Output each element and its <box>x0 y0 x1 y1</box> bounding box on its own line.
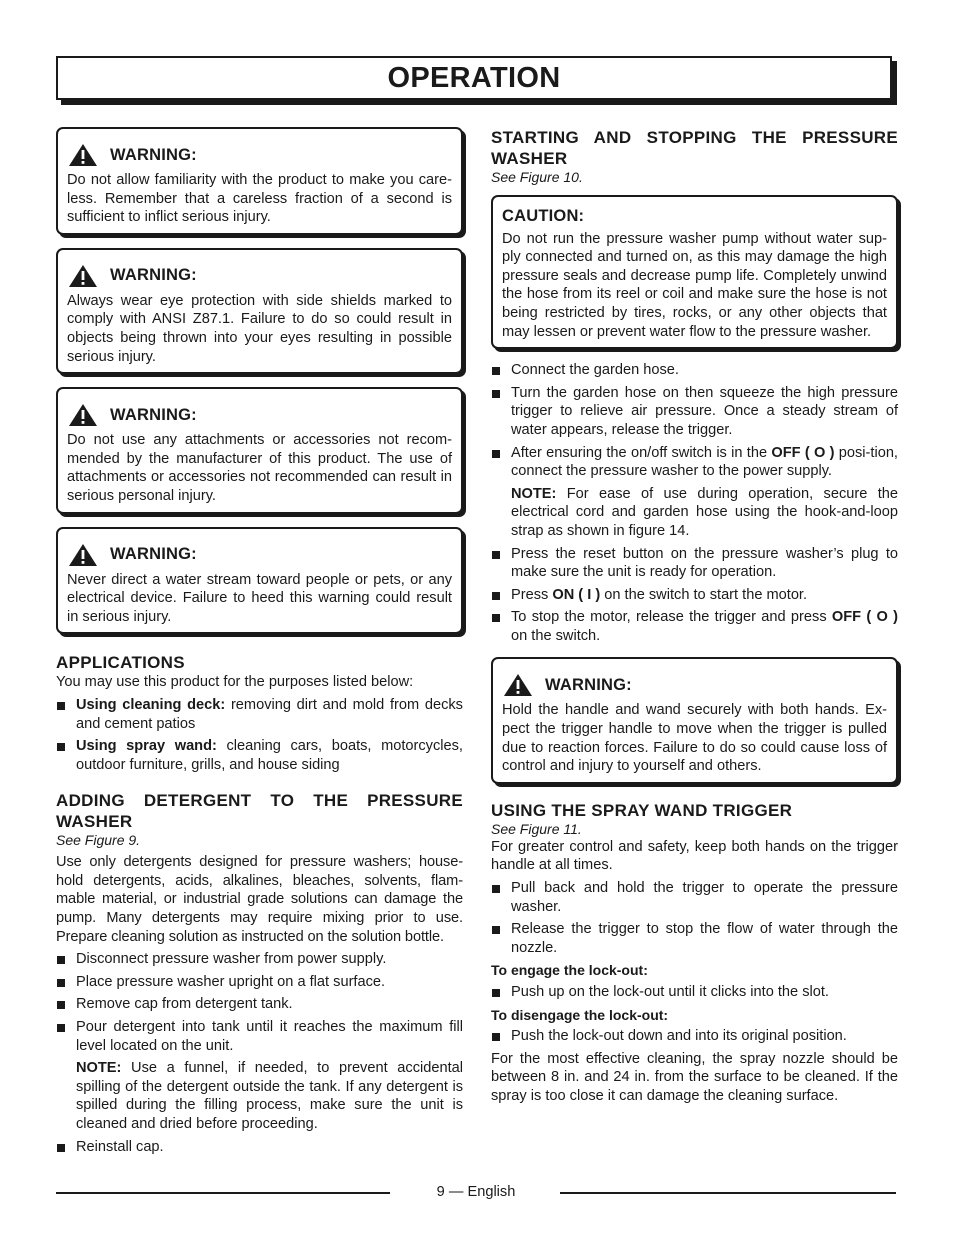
warning-triangle-icon <box>503 673 533 697</box>
list-item: Release the trigger to stop the flow of water through the nozzle. <box>491 920 898 957</box>
warning-text: Do not use any attachments or accessories not recom-mended by the manufacturer of this product. The use of attachments or accessories not recommended can result in serious personal injury. <box>67 432 452 504</box>
warning-box-familiarity <box>56 127 463 235</box>
detergent-note: NOTE: Use a funnel, if needed, to prevent accidental spilling of the detergent outside the tank. If any detergent is spilled during the filling process, make sure the unit is cleaned and dried before proceeding. <box>76 1060 463 1132</box>
detergent-body: Use only detergents designed for pressure washers; house-hold detergents, acids, alkalines, bleaches, solvents, flam-mable material, or industrial grade solutions can damage the pump. Many detergents may require mixing prior to use. Prepare cleaning solution as instructed on the solution bottle. <box>56 854 463 945</box>
caution-text: Do not run the pressure washer pump without water sup-ply connected and turned on, as this may damage the high pressure seals and decrease pump life. Completely unwind the hose from its reel or coil and make sure the hose is not being restricted by tires, rocks, or any other objects that may lessen or prevent water flow to the pressure washer. <box>502 230 887 340</box>
warning-title: WARNING: <box>545 676 632 695</box>
list-item: Place pressure washer upright on a flat surface. <box>56 973 463 992</box>
figure-reference: See Figure 10. <box>491 169 583 185</box>
warning-title: WARNING: <box>110 405 197 424</box>
list-item: Push the lock-out down and into its original position. <box>491 1027 898 1046</box>
warning-text: Do not allow familiarity with the product to make you care-less. Remember that a careless fraction of a second is sufficient to inflict serious injury. <box>67 172 452 226</box>
list-item: Reinstall cap. <box>56 1138 463 1157</box>
warning-triangle-icon <box>68 264 98 288</box>
warning-box-attachments <box>56 387 463 513</box>
applications-list <box>56 696 463 774</box>
list-item: Turn the garden hose on then squeeze the high pressure trigger to relieve air pressure. Once a steady stream of water appears, release the trigger. <box>491 384 898 440</box>
list-item: Connect the garden hose. <box>491 361 898 380</box>
page-number: 9 — English <box>436 1184 516 1200</box>
caution-box <box>491 195 898 349</box>
list-item: Press ON ( I ) on the switch to start the motor. <box>491 586 898 605</box>
list-item: Push up on the lock-out until it clicks into the slot. <box>491 983 898 1002</box>
list-item: Pour detergent into tank until it reaches the maximum fill level located on the unit. <box>56 1018 463 1055</box>
disengage-label: To disengage the lock-out: <box>491 1006 669 1023</box>
list-item: To stop the motor, release the trigger and press OFF ( O ) on the switch. <box>491 608 898 645</box>
section-heading-applications: APPLICATIONS <box>56 653 185 673</box>
list-item: Press the reset button on the pressure washer’s plug to make sure the unit is ready for operation. <box>491 545 898 582</box>
list-item: Pull back and hold the trigger to operate the pressure washer. <box>491 879 898 916</box>
list-item: Using cleaning deck: removing dirt and mold from decks and cement patios <box>56 696 463 733</box>
list-item: Remove cap from detergent tank. <box>56 995 463 1014</box>
warning-text: Never direct a water stream toward people or pets, or any electrical device. Failure to heed this warning could result in serious injury. <box>67 571 452 625</box>
applications-intro: You may use this product for the purposes listed below: <box>56 674 414 691</box>
section-heading-starting: STARTING AND STOPPING THE PRESSURE WASHER <box>491 128 898 168</box>
warning-text: Hold the handle and wand securely with both hands. Ex-pect the trigger handle to move when the trigger is pulled due to reaction forces. Failure to do so could cause loss of control and injury to yourself and others. <box>502 702 887 775</box>
warning-triangle-icon <box>68 403 98 427</box>
section-heading-trigger: USING THE SPRAY WAND TRIGGER <box>491 800 793 820</box>
warning-title: WARNING: <box>110 266 197 285</box>
trigger-closing: For the most effective cleaning, the spray nozzle should be between 8 in. and 24 in. from the surface to be cleaned. If the spray is too close it can damage the cleaning surface. <box>491 1050 898 1104</box>
starting-note: NOTE: For ease of use during operation, secure the electrical cord and garden hose using the hook-and-loop strap as shown in figure 14. <box>511 485 898 539</box>
page-title: OPERATION <box>387 62 561 94</box>
warning-box-handle <box>491 657 898 783</box>
warning-triangle-icon <box>68 543 98 567</box>
engage-label: To engage the lock-out: <box>491 962 648 979</box>
warning-title: WARNING: <box>110 145 197 164</box>
warning-triangle-icon <box>68 143 98 167</box>
list-item: Disconnect pressure washer from power supply. <box>56 950 463 969</box>
warning-text: Always wear eye protection with side shields marked to comply with ANSI Z87.1. Failure to do so could result in objects being thrown into your eyes resulting in possible serious injury. <box>67 292 452 365</box>
page-header <box>56 56 892 100</box>
section-heading-detergent: ADDING DETERGENT TO THE PRESSURE WASHER <box>56 791 463 832</box>
trigger-intro: For greater control and safety, keep both hands on the trigger handle at all times. <box>491 838 898 874</box>
figure-reference: See Figure 11. <box>491 820 582 837</box>
left-column <box>56 127 463 1160</box>
figure-reference: See Figure 9. <box>56 832 141 849</box>
warning-box-eye-protection <box>56 248 463 374</box>
page-footer <box>56 1183 896 1203</box>
detergent-steps <box>56 950 463 1055</box>
list-item: After ensuring the on/off switch is in the OFF ( O ) posi-tion, connect the pressure washer to the power supply. <box>491 444 898 481</box>
warning-title: WARNING: <box>110 545 197 564</box>
list-item: Using spray wand: cleaning cars, boats, motorcycles, outdoor furniture, grills, and house siding <box>56 737 463 774</box>
starting-steps <box>491 361 898 481</box>
warning-box-water-stream <box>56 527 463 635</box>
trigger-steps <box>491 879 898 957</box>
caution-title: CAUTION: <box>502 207 585 225</box>
right-column <box>491 127 898 1110</box>
